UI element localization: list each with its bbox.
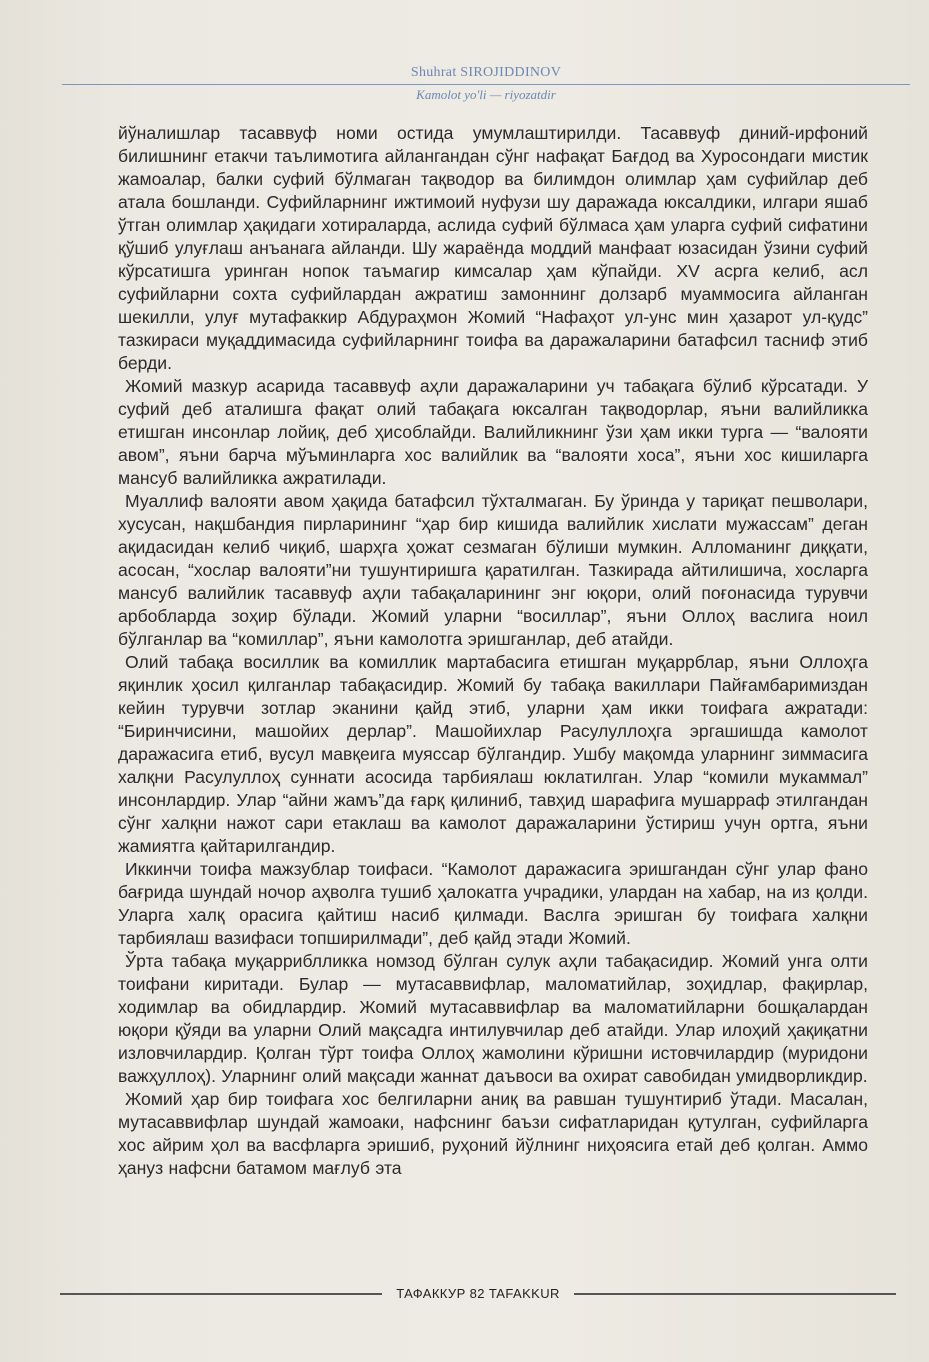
footer-label: ТАФАККУР 82 TAFAKKUR bbox=[396, 1286, 560, 1301]
header-author: Shuhrat SIROJIDDINOV bbox=[410, 65, 562, 80]
paragraph-6: Ўрта табақа муқарриблликка номзод бўлган сулук аҳли табақасидир. Жомий унга олти тоифани киритади. Булар — мутасаввифлар, маломатийлар, зоҳидлар, фақирлар, ходимлар ва обидлардир. Жомий мутасаввифлар ва маломатийларни бошқалардан юқори қўяди ва уларни Олий мақсадга интилувчилар деб атайди. Улар илоҳий ҳақиқатни изловчилардир. Қолган тўрт тоифа Оллоҳ жамолини кўришни истовчилардир (муридони важҳуллоҳ). Уларнинг олий мақсади жаннат даъвоси ва охират савобидан умидворликдир. bbox=[118, 951, 868, 1086]
header-rule bbox=[62, 84, 910, 85]
article-body bbox=[118, 122, 868, 1180]
header-subtitle: Kamolot yo'li — riyozatdir bbox=[416, 87, 556, 102]
footer-rule-right bbox=[574, 1293, 896, 1295]
page-footer bbox=[60, 1286, 896, 1301]
paragraph-3: Муаллиф валояти авом ҳақида батафсил тўхталмаган. Бу ўринда у тариқат пешволари, хусусан, нақшбандия пирларининг “ҳар бир кишида валийлик хислати мужассам” деган ақидасидан келиб чиқиб, шарҳга ҳожат сезмаган бўлиши мумкин. Алломанинг диққати, асосан, “хослар валояти”ни тушунтиришга қаратилган. Тазкирада айтилишича, хосларга мансуб валийлик тасаввуф аҳли табақаларининг энг юқори, олий поғонасида турувчи арбобларда зоҳир бўлади. Жомий уларни “восиллар”, яъни Оллоҳ васлига ноил бўлганлар ва “комиллар”, яъни камолотга эришганлар, деб атайди. bbox=[118, 491, 868, 649]
paragraph-2: Жомий мазкур асарида тасаввуф аҳли даражаларини уч табақага бўлиб кўрсатади. У суфий деб аталишга фақат олий табақага юксалган тақводорлар, яъни валийликка етишган инсонлар лойиқ, деб ҳисоблайди. Валийликнинг ўзи ҳам икки турга — “валояти авом”, яъни барча мўъминларга хос валийлик ва “валояти хоса”, яъни хос кишиларга мансуб валийликка ажратилади. bbox=[118, 376, 868, 488]
footer-rule-left bbox=[60, 1293, 382, 1295]
paragraph-5: Иккинчи тоифа мажзублар тоифаси. “Камолот даражасига эришгандан сўнг улар фано бағрида шундай ночор аҳволга тушиб ҳалокатга учрадики, улардан на хабар, на из қолди. Уларга халқ орасига қайтиш насиб қилмади. Васлга эришган бу тоифага халқни тарбиялаш вазифаси топширилмади”, деб қайд этади Жомий. bbox=[118, 859, 868, 948]
paragraph-1: йўналишлар тасаввуф номи остида умумлаштирилди. Тасаввуф диний-ирфоний билишнинг етакчи таълимотига айлангандан сўнг нафақат Бағдод ва Хуросондаги мистик жамоалар, балки суфий бўлмаган тақводор ва билимдон олимлар ҳам суфийлар деб атала бошланди. Суфийларнинг ижтимоий нуфузи шу даражада юксалдики, илгари яшаб ўтган олимлар ҳақидаги хотираларда, аслида суфий бўлмаса ҳам уларга суфий сифатини қўшиб улуғлаш анъанага айланди. Шу жараёнда моддий манфаат юзасидан ўзини суфий кўрсатишга уринган нопок таъмагир кимсалар ҳам кўпайди. XV асрга келиб, асл суфийларни сохта суфийлардан ажратиш замоннинг долзарб муаммосига айланган шекилли, улуғ мутафаккир Абдураҳмон Жомий “Нафаҳот ул-унс мин ҳазарот ул-қудс” тазкираси муқаддимасида суфийларнинг тоифа ва даражаларини батафсил тасниф этиб берди. bbox=[118, 123, 868, 373]
paragraph-4: Олий табақа восиллик ва комиллик мартабасига етишган муқаррблар, яъни Оллоҳга яқинлик ҳосил қилганлар табақасидир. Жомий бу табақа вакиллари Пайғамбаримиздан кейин турувчи зотлар эканини қайд этиб, уларни ҳам икки тоифага ажратади: “Биринчисини, машойих дерлар”. Машойихлар Расулуллоҳга эргашишда камолот даражасига етиб, вусул мавқеига муяссар бўлгандир. Ушбу мақомда уларнинг зиммасига халқни Расулуллоҳ суннати асосида тарбиялаш юклатилган. Улар “комили мукаммал” инсонлардир. Улар “айни жамъ”да ғарқ қилиниб, тавҳид шарафига мушарраф этилгандан сўнг халқни нажот сари етаклаш ва камолот даражаларини ўстириш учун ортга, яъни жамиятга қайтарилгандир. bbox=[118, 652, 868, 856]
paragraph-7: Жомий ҳар бир тоифага хос белгиларни аниқ ва равшан тушунтириб ўтади. Масалан, мутасаввифлар шундай жамоаки, нафснинг баъзи сифатларидан қутулган, суфийларга хос айрим ҳол ва васфларга эришиб, руҳоний йўлнинг ниҳоясига етай деб қолган. Аммо ҳануз нафсни батамом мағлуб эта bbox=[118, 1089, 868, 1178]
running-header bbox=[62, 64, 910, 103]
